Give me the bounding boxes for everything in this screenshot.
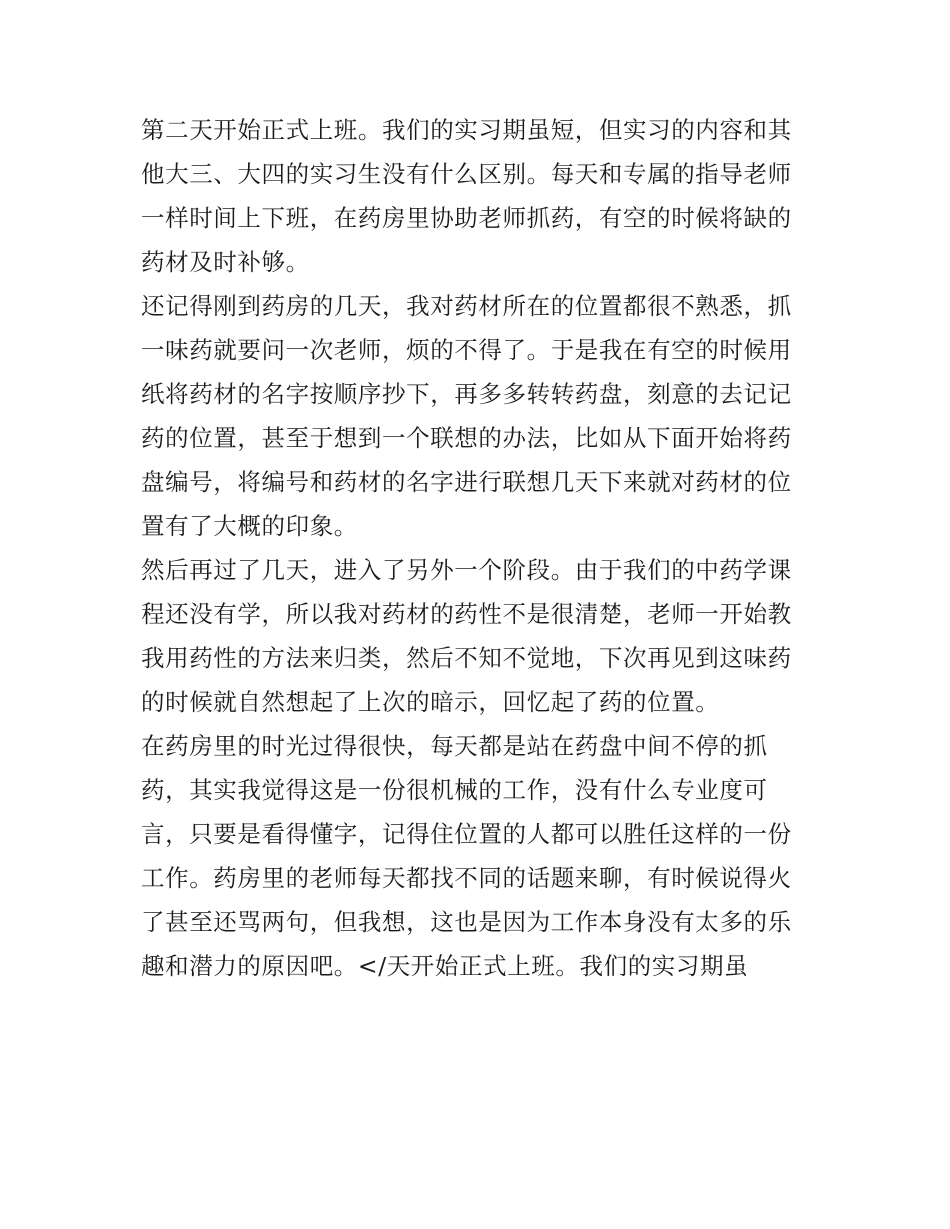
document-body: [141, 108, 813, 988]
paragraph-learning-locations: 还记得刚到药房的几天，我对药材所在的位置都很不熟悉，抓一味药就要问一次老师，烦的不得了。于是我在有空的时候用纸将药材的名字按顺序抄下，再多多转转药盘，刻意的去记记药的位置，甚至于想到一个联想的办法，比如从下面开始将药盘编号，将编号和药材的名字进行联想几天下来就对药材的位置有了大概的印象。: [141, 292, 792, 540]
paragraph-medicinal-properties: 然后再过了几天，进入了另外一个阶段。由于我们的中药学课程还没有学，所以我对药材的药性不是很清楚，老师一开始教我用药性的方法来归类，然后不知不觉地，下次再见到这味药的时候就自然想起了上次的暗示，回忆起了药的位置。: [141, 556, 792, 716]
paragraph-internship-start: 第二天开始正式上班。我们的实习期虽短，但实习的内容和其他大三、大四的实习生没有什么区别。每天和专属的指导老师一样时间上下班，在药房里协助老师抓药，有空的时候将缺的药材及时补够。: [141, 116, 792, 276]
paragraph-pharmacy-work: 在药房里的时光过得很快，每天都是站在药盘中间不停的抓药，其实我觉得这是一份很机械的工作，没有什么专业度可言，只要是看得懂字，记得住位置的人都可以胜任这样的一份工作。药房里的老师每天都找不同的话题来聊，有时候说得火了甚至还骂两句，但我想，这也是因为工作本身没有太多的乐趣和潜力的原因吧。</天开始正式上班。我们的实习期虽: [141, 732, 792, 980]
